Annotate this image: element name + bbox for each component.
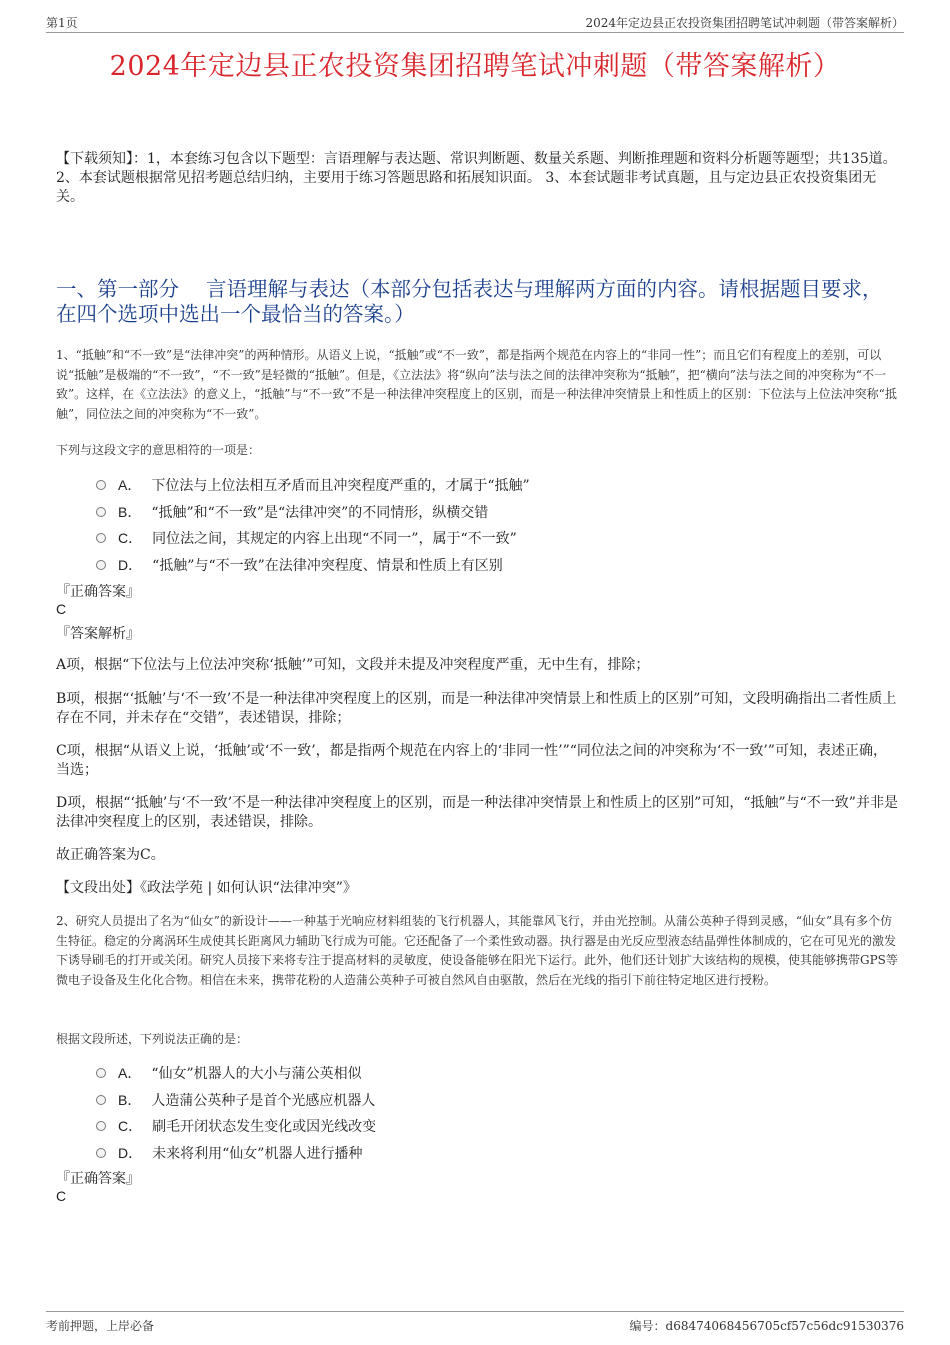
radio-icon[interactable] xyxy=(96,1148,106,1158)
radio-icon[interactable] xyxy=(96,533,106,543)
analysis-a: A项，根据“下位法与上位法冲突称‘抵触’”可知，文段并未提及冲突程度严重，无中生有，排除； xyxy=(56,657,650,673)
analysis-conclusion: 故正确答案为C。 xyxy=(56,847,165,863)
page-header xyxy=(46,14,904,33)
radio-icon[interactable] xyxy=(96,1068,106,1078)
analysis-label: 『答案解析』 xyxy=(56,626,140,642)
footer-slogan: 考前押题，上岸必备 xyxy=(46,1319,155,1333)
answer-value: C xyxy=(56,1188,67,1204)
option-a[interactable]: A． “仙女”机器人的大小与蒲公英相似 xyxy=(96,1060,376,1087)
radio-icon[interactable] xyxy=(96,507,106,517)
radio-icon[interactable] xyxy=(96,1095,106,1105)
source-citation: 【文段出处】《政法学苑 | 如何认识“法律冲突”》 xyxy=(56,880,357,896)
radio-icon[interactable] xyxy=(96,560,106,570)
option-d[interactable]: D． 未来将利用“仙女”机器人进行播种 xyxy=(96,1140,376,1167)
radio-icon[interactable] xyxy=(96,480,106,490)
analysis-b: B项，根据“‘抵触’与‘不一致’不是一种法律冲突程度上的区别，而是一种法律冲突情景上和性质上的区别”可知，文段明确指出二者性质上存在不同，并未存在“交错”，表述错误，排除； xyxy=(56,691,897,726)
question-2-text: 2、研究人员提出了名为“仙女”的新设计——一种基于光响应材料组装的飞行机器人，其能靠风飞行，并由光控制。从蒲公英种子得到灵感，“仙女”具有多个仿生特征。稳定的分离涡环生成使其长距离风力辅助飞行成为可能。它还配备了一个柔性致动器。执行器是由光反应型液态结晶弹性体制成的，它在可见光的激发下诱导刷毛的打开或关闭。研究人员接下来将专注于提高材料的灵敏度，使设备能够在阳光下运行。此外，他们还计划扩大该结构的规模，使其能够携带GPS等微电子设备及生化化合物。相信在未来，携带花粉的人造蒲公英种子可被自然风自由驱散，然后在光线的指引下前往特定地区进行授粉。 xyxy=(56,914,898,987)
question-1-prompt: 下列与这段文字的意思相符的一项是： xyxy=(56,443,261,457)
option-b[interactable]: B． “抵触”和“不一致”是“法律冲突”的不同情形，纵横交错 xyxy=(96,499,530,526)
page-number: 第1页 xyxy=(46,16,78,30)
answer-label: 『正确答案』 xyxy=(56,584,140,600)
download-notice: 【下载须知】：1，本套练习包含以下题型：言语理解与表达题、常识判断题、数量关系题、判断推理题和资料分析题等题型；共135道。 2、本套试题根据常见招考题总结归纳，主要用于练习答题思路和拓展知识面。 3、本套试题非考试真题，且与定边县正农投资集团无关。 xyxy=(56,151,897,205)
option-a[interactable]: A． 下位法与上位法相互矛盾而且冲突程度严重的，才属于“抵触” xyxy=(96,472,530,499)
radio-icon[interactable] xyxy=(96,1121,106,1131)
option-b[interactable]: B． 人造蒲公英种子是首个光感应机器人 xyxy=(96,1087,376,1114)
answer-value: C xyxy=(56,601,67,617)
question-2-options xyxy=(96,1060,376,1166)
analysis-d: D项，根据“‘抵触’与‘不一致’不是一种法律冲突程度上的区别，而是一种法律冲突情景上和性质上的区别”可知，“抵触”与“不一致”并非是法律冲突程度上的区别，表述错误，排除。 xyxy=(56,795,898,830)
document-title: 2024年定边县正农投资集团招聘笔试冲刺题（带答案解析） xyxy=(109,51,841,82)
question-1-options xyxy=(96,472,530,578)
answer-label: 『正确答案』 xyxy=(56,1171,140,1187)
option-d[interactable]: D． “抵触”与“不一致”在法律冲突程度、情景和性质上有区别 xyxy=(96,552,530,579)
option-c[interactable]: C． 刷毛开闭状态发生变化或因光线改变 xyxy=(96,1113,376,1140)
page-footer xyxy=(46,1311,904,1334)
question-2-prompt: 根据文段所述，下列说法正确的是： xyxy=(56,1032,249,1046)
analysis-c: C项，根据“从语义上说，‘抵触’或‘不一致’，都是指两个规范在内容上的‘非同一性’”“同位法之间的冲突称为‘不一致’”可知，表述正确，当选； xyxy=(56,743,887,778)
question-1-text: 1、“抵触”和“不一致”是“法律冲突”的两种情形。从语义上说，“抵触”或“不一致”，都是指两个规范在内容上的“非同一性”；而且它们有程度上的差别，可以说“抵触”是极端的“不一致”，“不一致”是轻微的“抵触”。但是，《立法法》将“纵向”法与法之间的法律冲突称为“抵触”，把“横向”法与法之间的冲突称为“不一致”。这样，在《立法法》的意义上，“抵触”与“不一致”不是一种法律冲突程度上的区别，而是一种法律冲突情景上和性质上的区别：下位法与上位法冲突称“抵触”，同位法之间的冲突称为“不一致”。 xyxy=(56,348,897,421)
section-heading: 一、第一部分 言语理解与表达（本部分包括表达与理解两方面的内容。请根据题目要求，在四个选项中选出一个最恰当的答案。） xyxy=(56,277,883,326)
option-c[interactable]: C． 同位法之间，其规定的内容上出现“不同一”，属于“不一致” xyxy=(96,525,530,552)
document-id: 编号：d68474068456705cf57c56dc91530376 xyxy=(629,1319,904,1333)
running-title: 2024年定边县正农投资集团招聘笔试冲刺题（带答案解析） xyxy=(585,16,904,30)
